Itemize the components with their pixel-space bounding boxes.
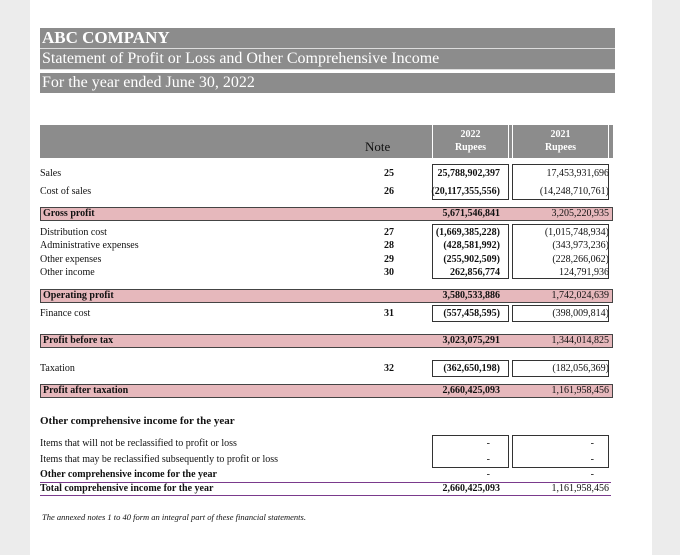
row-2022-pat: 2,660,425,093 [442, 385, 500, 396]
row-label-finance-cost: Finance cost [40, 308, 91, 319]
row-2021-not-reclassified: - [590, 438, 594, 449]
row-2022-finance-cost: (557,458,595) [443, 308, 500, 319]
row-note-finance-cost: 31 [384, 308, 394, 319]
row-2021-reclassified: - [590, 454, 594, 465]
row-2021-sales: 17,453,931,696 [546, 168, 609, 179]
profit-before-tax-bar [40, 334, 613, 348]
row-2022-taxation: (362,650,198) [443, 363, 500, 374]
row-2021-operating-profit: 1,742,024,639 [551, 290, 609, 301]
row-2022-not-reclassified: - [486, 438, 490, 449]
statement-title: Statement of Profit or Loss and Other Comprehensive Income [40, 49, 615, 70]
column-2021-header [512, 125, 609, 158]
row-2022-reclassified: - [486, 454, 490, 465]
column-2021-year: 2021 [550, 129, 571, 140]
row-2021-finance-cost: (398,009,814) [552, 308, 609, 319]
row-2022-operating-profit: 3,580,533,886 [442, 290, 500, 301]
row-note-cost-of-sales: 26 [384, 186, 394, 197]
row-2022-cost-of-sales: (20,117,355,556) [431, 186, 500, 197]
row-label-operating-profit: Operating profit [43, 290, 114, 301]
column-2022-year: 2022 [460, 129, 481, 140]
oci-box-2022 [432, 435, 509, 468]
column-2022-header [432, 125, 509, 158]
row-label-pat: Profit after taxation [43, 385, 129, 396]
row-label-oci-total: Other comprehensive income for the year [40, 469, 217, 480]
row-label-pbt: Profit before tax [43, 335, 114, 346]
row-label-admin: Administrative expenses [40, 240, 139, 251]
gross-profit-bar [40, 207, 613, 221]
row-note-distribution: 27 [384, 227, 394, 238]
row-2021-other-income: 124,791,936 [559, 267, 609, 278]
row-label-tci: Total comprehensive income for the year [40, 483, 214, 494]
row-label-reclassified: Items that may be reclassified subsequently to profit or loss [40, 454, 279, 465]
row-note-other-expenses: 29 [384, 254, 394, 265]
row-2021-other-expenses: (228,266,062) [552, 254, 609, 265]
row-2022-gross-profit: 5,671,546,841 [442, 208, 500, 219]
row-2021-tci: 1,161,958,456 [551, 483, 609, 494]
oci-section-title: Other comprehensive income for the year [40, 415, 235, 427]
row-label-distribution: Distribution cost [40, 227, 107, 238]
row-label-taxation: Taxation [40, 363, 75, 374]
row-note-taxation: 32 [384, 363, 394, 374]
row-2022-admin: (428,581,992) [443, 240, 500, 251]
row-2022-other-expenses: (255,902,509) [443, 254, 500, 265]
column-2021-unit: Rupees [544, 142, 577, 153]
row-label-sales: Sales [40, 168, 62, 179]
row-2022-distribution: (1,669,385,228) [435, 227, 500, 238]
note-column-header: Note [365, 139, 391, 154]
company-name: ABC COMPANY [40, 28, 615, 49]
row-2021-gross-profit: 3,205,220,935 [551, 208, 609, 219]
footnote: The annexed notes 1 to 40 form an integral part of these financial statements. [42, 512, 306, 522]
operating-profit-bar [40, 289, 613, 303]
row-2022-tci: 2,660,425,093 [442, 483, 500, 494]
row-label-other-expenses: Other expenses [40, 254, 102, 265]
row-2021-distribution: (1,015,748,934) [544, 227, 609, 238]
row-note-admin: 28 [384, 240, 394, 251]
row-2021-pbt: 1,344,014,825 [551, 335, 609, 346]
row-2021-pat: 1,161,958,456 [551, 385, 609, 396]
profit-after-tax-bar [40, 384, 613, 398]
row-label-other-income: Other income [40, 267, 95, 278]
row-2021-oci-total: - [590, 469, 594, 480]
row-2022-other-income: 262,856,774 [450, 267, 500, 278]
statement-period: For the year ended June 30, 2022 [40, 73, 615, 93]
row-2021-admin: (343,973,236) [552, 240, 609, 251]
row-label-not-reclassified: Items that will not be reclassified to profit or loss [40, 438, 237, 449]
row-2022-oci-total: - [486, 469, 490, 480]
column-2022-unit: Rupees [454, 142, 487, 153]
row-2021-taxation: (182,056,369) [552, 363, 609, 374]
row-label-gross-profit: Gross profit [43, 208, 95, 219]
row-2022-pbt: 3,023,075,291 [442, 335, 500, 346]
row-2021-cost-of-sales: (14,248,710,761) [539, 186, 609, 197]
oci-box-2021 [512, 435, 609, 468]
row-note-sales: 25 [384, 168, 394, 179]
row-2022-sales: 25,788,902,397 [437, 168, 500, 179]
row-label-cost-of-sales: Cost of sales [40, 186, 92, 197]
tci-bottom-rule [40, 495, 611, 496]
row-note-other-income: 30 [384, 267, 394, 278]
